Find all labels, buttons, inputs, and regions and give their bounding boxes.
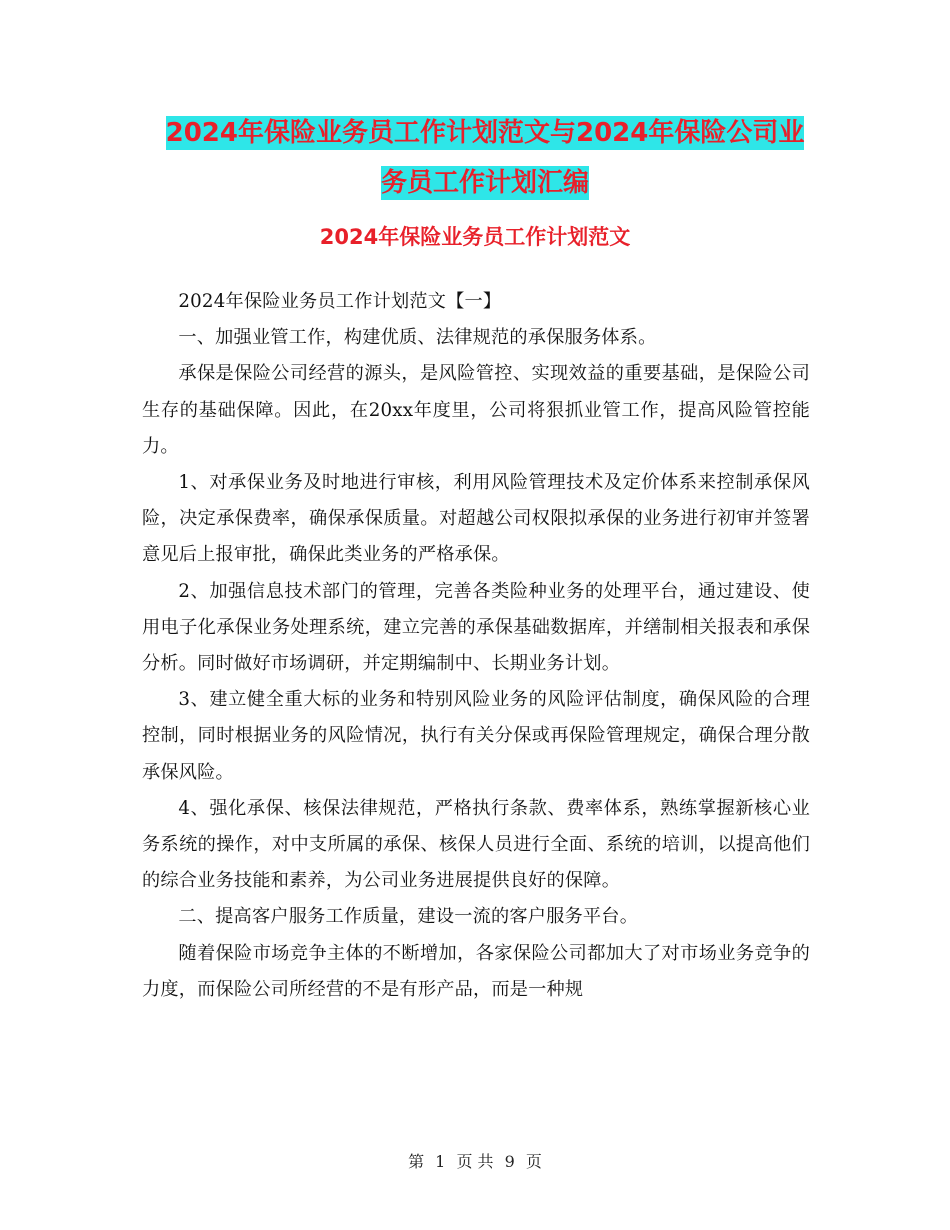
footer-middle: 页 共 [456, 1152, 494, 1171]
paragraph-heading: 2024年保险业务员工作计划范文【一】 [178, 291, 502, 312]
paragraph: 1、对承保业务及时地进行审核，利用风险管理技术及定价体系来控制承保风险，决定承保费率，确保承保质量。对超越公司权限拟承保的业务进行初审并签署意见后上报审批，确保此类业务的严格承保。 [142, 472, 810, 566]
paragraph-item-2-heading: 二、提高客户服务工作质量，建设一流的客户服务平台。 [178, 906, 639, 928]
paragraph: 随着保险市场竞争主体的不断增加，各家保险公司都加大了对市场业务竞争的力度，而保险公司所经营的不是有形产品，而是一种规 [142, 942, 810, 1000]
paragraph: 2、加强信息技术部门的管理，完善各类险种业务的处理平台，通过建设、使用电子化承保业务处理系统，建立完善的承保基础数据库，并缮制相关报表和承保分析。同时做好市场调研，并定期编制中、长期业务计划。 [142, 580, 810, 675]
section-title: 2024年保险业务员工作计划范文 [319, 225, 631, 249]
paragraph: 承保是保险公司经营的源头，是风险管控、实现效益的重要基础，是保险公司生存的基础保障。因此，在20xx年度里，公司将狠抓业管工作，提高风险管控能力。 [142, 363, 810, 457]
paragraph-item-1-heading: 一、加强业管工作，构建优质、法律规范的承保服务体系。 [178, 327, 657, 349]
title-line-1: 2024年保险业务员工作计划范文与2024年保险公司业 [165, 118, 805, 148]
footer-prefix: 第 [408, 1152, 425, 1171]
footer-total-pages: 9 [504, 1152, 515, 1171]
document-body [142, 284, 810, 1008]
footer-suffix: 页 [525, 1152, 542, 1171]
title-line-2: 务员工作计划汇编 [380, 168, 589, 198]
document-title [140, 108, 830, 208]
page-footer [0, 1150, 950, 1174]
paragraph: 4、强化承保、核保法律规范，严格执行条款、费率体系，熟练掌握新核心业务系统的操作，对中支所属的承保、核保人员进行全面、系统的培训，以提高他们的综合业务技能和素养，为公司业务进展提供良好的保障。 [142, 797, 810, 892]
footer-page-number: 1 [435, 1152, 446, 1171]
paragraph: 3、建立健全重大标的业务和特别风险业务的风险评估制度，确保风险的合理控制，同时根据业务的风险情况，执行有关分保或再保险管理规定，确保合理分散承保风险。 [142, 689, 810, 783]
